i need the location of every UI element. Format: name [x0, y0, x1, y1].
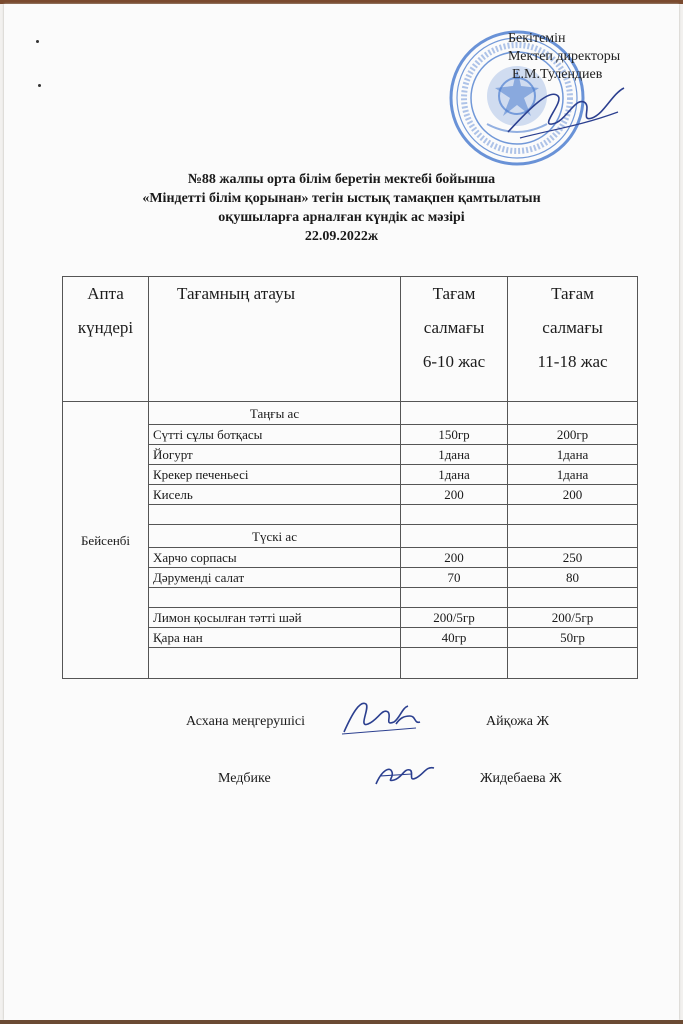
approval-line-name: Е.М.Тулендиев [512, 67, 603, 82]
weight-11-18: 50гр [508, 628, 638, 648]
table-row [63, 425, 638, 445]
nurse-name: Жидебаева Ж [480, 771, 562, 786]
weight-11-18: 1дана [508, 465, 638, 485]
header-dish-name: Тағамның атауы [149, 277, 401, 402]
table-row [63, 402, 638, 425]
dish-name: Йогурт [149, 445, 401, 465]
table-row [63, 548, 638, 568]
title-line-program: «Міндетті білім қорынан» тегін ыстық тамақпен қамтылатын [142, 191, 541, 206]
document-title [0, 170, 683, 246]
weight-11-18: 200 [508, 485, 638, 505]
weekday-cell: Бейсенбі [63, 402, 149, 679]
dish-name: Харчо сорпасы [149, 548, 401, 568]
table-row [63, 608, 638, 628]
paper-speck [38, 84, 41, 87]
canteen-head-signature [338, 694, 428, 740]
canteen-head-title: Асхана меңгерушісі [186, 714, 305, 729]
weight-6-10: 200 [401, 485, 508, 505]
weight-6-10: 1дана [401, 465, 508, 485]
approval-line-position: Мектеп директоры [508, 49, 621, 64]
header-row [63, 277, 638, 402]
weight-6-10: 40гр [401, 628, 508, 648]
table-row [63, 445, 638, 465]
table-row [63, 628, 638, 648]
table-row [63, 465, 638, 485]
table-row [63, 525, 638, 548]
paper-speck [36, 40, 39, 43]
title-date: 22.09.2022ж [304, 229, 379, 244]
dish-name: Крекер печеньесі [149, 465, 401, 485]
weight-6-10: 70 [401, 568, 508, 588]
weight-11-18: 200гр [508, 425, 638, 445]
table-row-empty [63, 505, 638, 525]
approval-block [508, 30, 620, 84]
nurse-title: Медбике [218, 771, 271, 786]
header-weekday: Апта күндері [63, 277, 149, 402]
nurse-signature [372, 760, 438, 790]
dish-name: Қара нан [149, 628, 401, 648]
table-row-empty [63, 588, 638, 608]
header-weight-11-18: Тағам салмағы 11-18 жас [508, 277, 638, 402]
table-row [63, 568, 638, 588]
title-line-school: №88 жалпы орта білім беретін мектебі бойынша [187, 172, 496, 187]
dish-name: Лимон қосылған тәтті шәй [149, 608, 401, 628]
weight-11-18: 1дана [508, 445, 638, 465]
photo-bottom-edge [0, 1020, 683, 1024]
weight-11-18: 250 [508, 548, 638, 568]
weight-6-10: 150гр [401, 425, 508, 445]
menu-table [62, 276, 638, 679]
weight-11-18: 80 [508, 568, 638, 588]
meal-label-breakfast: Таңғы ас [149, 402, 401, 425]
canteen-head-name: Айқожа Ж [486, 714, 549, 729]
weight-6-10: 200 [401, 548, 508, 568]
table-row-empty [63, 648, 638, 679]
dish-name: Дәруменді салат [149, 568, 401, 588]
header-weight-6-10: Тағам салмағы 6-10 жас [401, 277, 508, 402]
weight-6-10: 200/5гр [401, 608, 508, 628]
weight-6-10: 1дана [401, 445, 508, 465]
dish-name: Кисель [149, 485, 401, 505]
meal-label-lunch: Түскі ас [149, 525, 401, 548]
table-row [63, 485, 638, 505]
approval-line-approved: Бекітемін [508, 31, 566, 46]
title-line-menu: оқушыларға арналған күндік ас мәзірі [218, 210, 465, 225]
dish-name: Сүтті сұлы ботқасы [149, 425, 401, 445]
weight-11-18: 200/5гр [508, 608, 638, 628]
